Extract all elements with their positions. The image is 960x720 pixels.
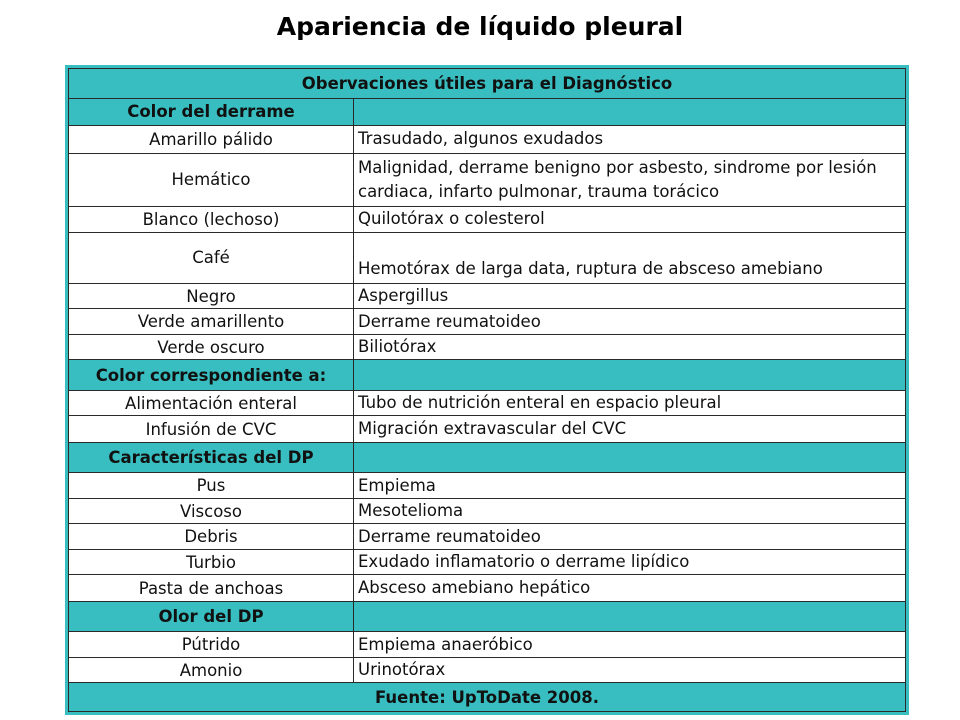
table-row xyxy=(69,416,906,442)
section-empty-cell xyxy=(354,98,906,126)
table-row xyxy=(69,309,906,334)
section-label: Color correspondiente a: xyxy=(69,360,354,391)
table-row xyxy=(69,334,906,359)
table-header: Obervaciones útiles para el Diagnóstico xyxy=(69,69,906,99)
row-value: Empiema xyxy=(354,473,906,498)
row-value: Urinotórax xyxy=(354,657,906,682)
table-row xyxy=(69,575,906,601)
section-row-color-correspondiente xyxy=(69,360,906,391)
table-row xyxy=(69,549,906,574)
row-value: Tubo de nutrición enteral en espacio pleural xyxy=(354,390,906,415)
table-row xyxy=(69,283,906,308)
row-key: Infusión de CVC xyxy=(69,416,354,442)
table-row xyxy=(69,153,906,206)
row-key: Negro xyxy=(69,283,354,308)
section-label: Olor del DP xyxy=(69,601,354,632)
table-row xyxy=(69,206,906,232)
row-value: Derrame reumatoideo xyxy=(354,524,906,549)
section-row-color-derrame xyxy=(69,98,906,126)
section-empty-cell xyxy=(354,442,906,473)
row-key: Blanco (lechoso) xyxy=(69,206,354,232)
table-row xyxy=(69,126,906,154)
row-key: Turbio xyxy=(69,549,354,574)
table-row xyxy=(69,473,906,498)
row-key: Pútrido xyxy=(69,632,354,657)
table-row xyxy=(69,632,906,657)
diagnosis-table xyxy=(68,68,906,712)
row-value: Trasudado, algunos exudados xyxy=(354,126,906,154)
row-value: Malignidad, derrame benigno por asbesto, sindrome por lesión cardiaca, infarto pulmonar, trauma torácico xyxy=(354,153,906,206)
section-label: Características del DP xyxy=(69,442,354,473)
diagnosis-table-frame xyxy=(65,65,909,715)
row-value: Empiema anaeróbico xyxy=(354,632,906,657)
row-value: Absceso amebiano hepático xyxy=(354,575,906,601)
section-empty-cell xyxy=(354,360,906,391)
row-key: Viscoso xyxy=(69,498,354,523)
row-value: Quilotórax o colesterol xyxy=(354,206,906,232)
section-empty-cell xyxy=(354,601,906,632)
table-row xyxy=(69,498,906,523)
row-value: Mesotelioma xyxy=(354,498,906,523)
table-footer: Fuente: UpToDate 2008. xyxy=(69,683,906,712)
slide-title: Apariencia de líquido pleural xyxy=(276,12,684,41)
table-row xyxy=(69,524,906,549)
row-key: Amarillo pálido xyxy=(69,126,354,154)
row-key: Verde amarillento xyxy=(69,309,354,334)
section-row-olor xyxy=(69,601,906,632)
row-key: Verde oscuro xyxy=(69,334,354,359)
row-key: Alimentación enteral xyxy=(69,390,354,415)
row-key: Debris xyxy=(69,524,354,549)
row-value: Aspergillus xyxy=(354,283,906,308)
table-row xyxy=(69,233,906,284)
table-row xyxy=(69,657,906,682)
table-footer-row xyxy=(69,683,906,712)
row-value: Biliotórax xyxy=(354,334,906,359)
section-label: Color del derrame xyxy=(69,98,354,126)
row-value: Hemotórax de larga data, ruptura de absceso amebiano xyxy=(354,233,906,284)
row-value: Derrame reumatoideo xyxy=(354,309,906,334)
section-row-caracteristicas xyxy=(69,442,906,473)
table-header-row xyxy=(69,69,906,99)
row-key: Amonio xyxy=(69,657,354,682)
row-key: Pasta de anchoas xyxy=(69,575,354,601)
row-value: Migración extravascular del CVC xyxy=(354,416,906,442)
table-row xyxy=(69,390,906,415)
row-value: Exudado inflamatorio o derrame lipídico xyxy=(354,549,906,574)
row-key: Hemático xyxy=(69,153,354,206)
row-key: Café xyxy=(69,233,354,284)
row-key: Pus xyxy=(69,473,354,498)
